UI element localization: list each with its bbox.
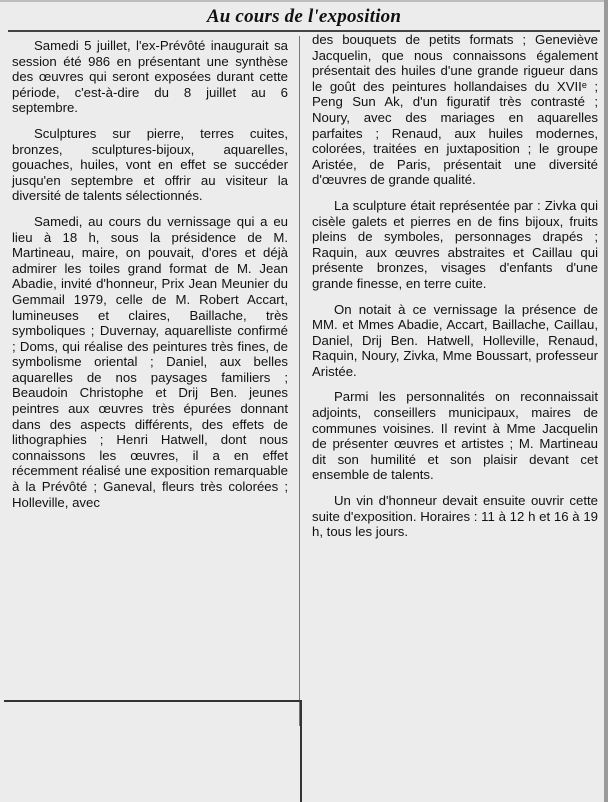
- bottom-frame-rule: [4, 700, 302, 802]
- right-paragraph-2: La sculpture était représentée par : Zivka qui cisèle galets et pierres en de fins bijoux, fruits pleins de symboles, personnages drapés ; Raquin, aux œuvres abstraites et Caillau qui présente bronzes, visages d'enfants d'une grande finesse, en terre cuite.: [312, 197, 598, 291]
- right-paragraph-3: On notait à ce vernissage la présence de MM. et Mmes Abadie, Accart, Baillache, Caillau, Daniel, Drij Ben. Hatwell, Holleville, Renaud, Raquin, Noury, Zivka, Mme Boussart, professeur Aristée.: [312, 301, 598, 379]
- right-paragraph-5: Un vin d'honneur devait ensuite ouvrir cette suite d'exposition. Horaires : 11 à 12 h et 16 à 19 h, tous les jours.: [312, 493, 598, 540]
- right-paragraph-4: Parmi les personnalités on reconnaissait adjoints, conseillers municipaux, maires de communes voisines. Il revint à Mme Jacquelin de présenter œuvres et artistes ; M. Martineau dit son humilité et son plaisir devant cet ensemble de talents.: [312, 389, 598, 483]
- right-paragraph-1: des bouquets de petits formats ; Geneviève Jacquelin, que nous connaissons également présentait des huiles d'une grande rigueur dans le goût des peintures hollandaises du XVIIᵉ ; Peng Sun Ak, d'un figuratif très contrasté ; Noury, avec des mariages en aquarelles parfaites ; Renaud, aux huiles modernes, colorées, traitées en juxtaposition ; le groupe Aristée, de Paris, présentait une diversité d'œuvres de grande qualité.: [312, 32, 598, 188]
- left-paragraph-2: Sculptures sur pierre, terres cuites, bronzes, sculptures-bijoux, aquarelles, gouaches, huiles, vont en effet se succéder jusqu'en septembre et offrir au visiteur la diversité de talents sélectionnés.: [12, 125, 288, 204]
- left-paragraph-1: Samedi 5 juillet, l'ex-Prévôté inaugurait sa session été 986 en présentant une synthèse des œuvres qui seront exposées durant cette période, c'est-à-dire du 8 juillet au 6 septembre.: [12, 38, 288, 116]
- column-divider: [299, 36, 300, 726]
- article-headline: Au cours de l'exposition: [206, 6, 402, 27]
- paper-right-edge: [604, 0, 608, 802]
- right-column: [312, 32, 598, 550]
- left-column: [12, 38, 288, 520]
- left-paragraph-3: Samedi, au cours du vernissage qui a eu lieu à 18 h, sous la présidence de M. Martineau, maire, on pouvait, d'ores et déjà admirer les toiles grand format de M. Jean Abadie, invité d'honneur, Prix Jean Meunier du Gemmail 1979, celle de M. Robert Accart, lumineuses et claires, Baillache, très symboliques ; Duvernay, aquarelliste confirmé ; Doms, qui réalise des peintures très fines, de symbolisme oriental ; Daniel, aux belles aquarelles de nos paysages familiers ; Beaudoin Christophe et Drij Ben. jeunes peintres aux œuvres très épurées donnant dans des aspects différents, des effets de lithographies ; Henri Hatwell, dont nous connaissons les œuvres, il a en effet récemment réalisé une exposition remarquable à la Prévôté ; Ganeval, fleurs très colorées ; Holleville, avec: [12, 213, 288, 510]
- paper-top-edge: [0, 0, 608, 2]
